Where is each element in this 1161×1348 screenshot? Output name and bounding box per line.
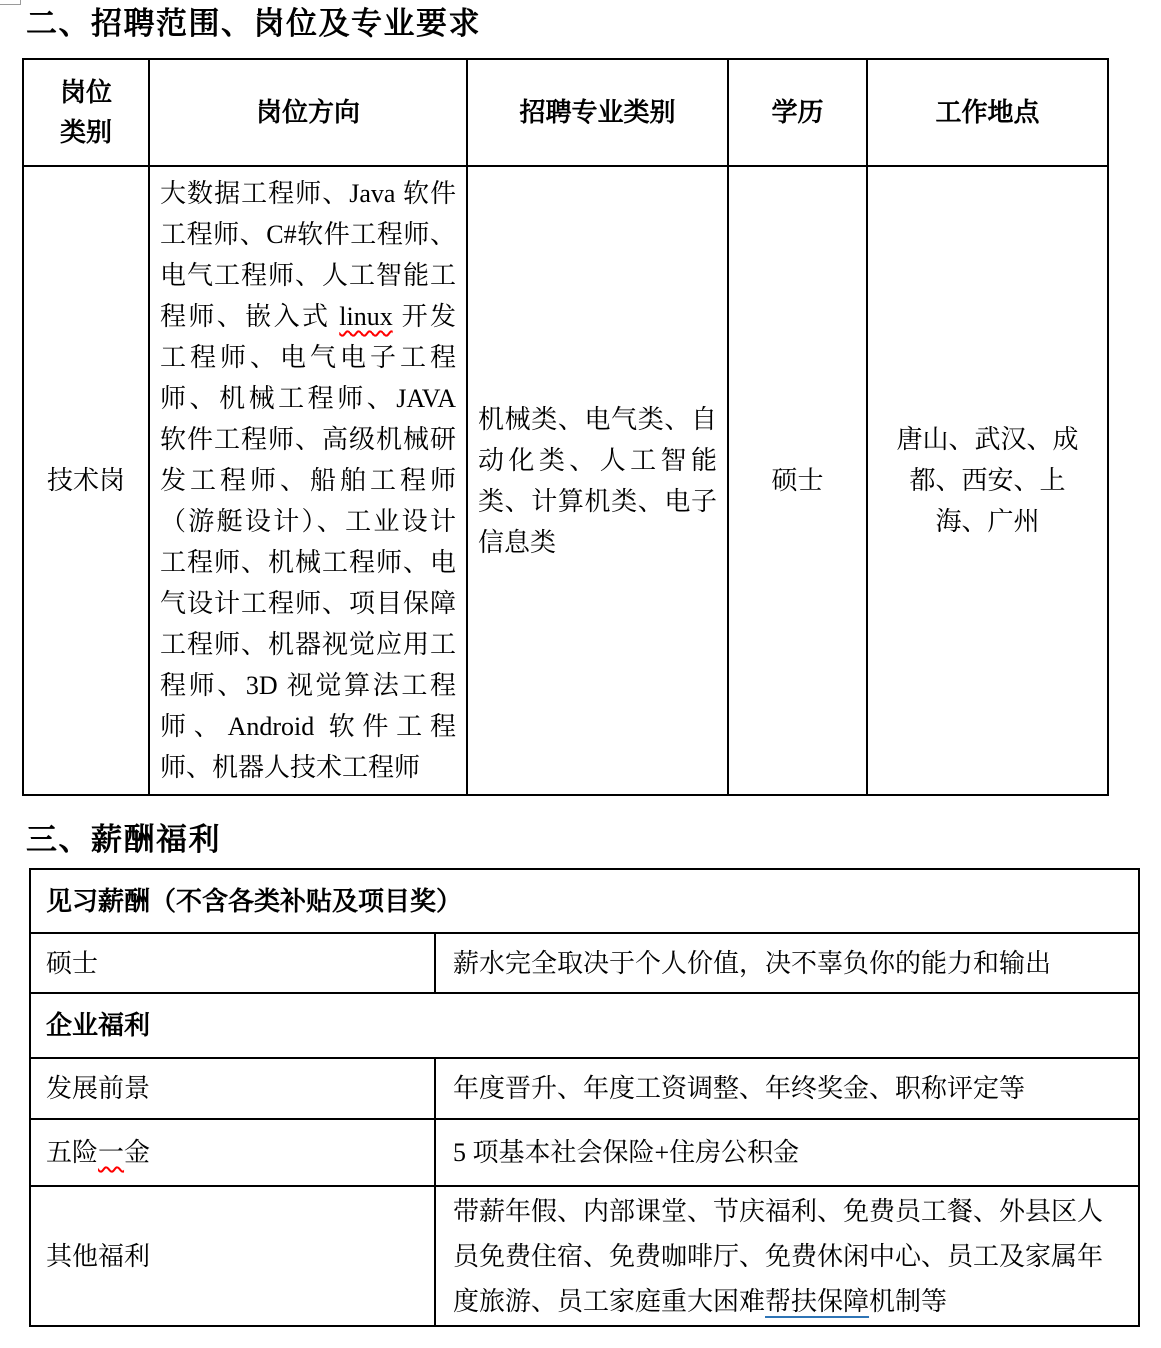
trainee-salary-header-row [30,869,1139,933]
section3-title: 三、薪酬福利 [26,822,221,857]
prospect-row [30,1058,1139,1119]
salary-row [30,933,1139,993]
post-direction-text-after: 开发工程师、电气电子工程师、机械工程师、JAVA 软件工程师、高级机械研发工程师、船舶工程师（游艇设计）、工业设计工程师、机械工程师、电气设计工程师、项目保障工程师、机器视觉应用工程师、3D 视觉算法工程师、Android 软件工程师、机器人技术工程师 [160,302,456,782]
spellcheck-underline-linux: linux [339,302,393,331]
post-direction-text-before: 大数据工程师、Java 软件工程师、C#软件工程师、电气工程师、人工智能工程师、嵌入式 [160,179,456,331]
header-post-category [23,59,149,166]
cell-insurance-value: 5 项基本社会保险+住房公积金 [435,1119,1139,1186]
benefits-header-row [30,993,1139,1058]
header-post-direction: 岗位方向 [149,59,467,166]
insurance-row [30,1119,1139,1186]
header-education: 学历 [728,59,867,166]
cell-insurance-label [30,1119,435,1186]
cell-work-location: 唐山、武汉、成都、西安、上海、广州 [867,166,1108,795]
recruitment-table [22,58,1109,796]
insurance-label-before: 五险 [46,1138,99,1167]
cell-salary-label: 硕士 [30,933,435,993]
cell-education: 硕士 [728,166,867,795]
other-value-before: 带薪年假、内部课堂、节庆福利、免费员工餐、外县区人员免费住宿、免费咖啡厅、免费休闲中心、员工及家属年度旅游、员工家庭重大困难 [453,1196,1104,1316]
spellcheck-underline-yi: 一 [98,1138,125,1167]
recruitment-table-header-row [23,59,1108,166]
cell-post-category: 技术岗 [23,166,149,795]
header-post-category-line1: 岗位 [59,77,112,107]
insurance-label-after: 金 [124,1138,151,1167]
benefits-table [29,868,1140,1327]
header-major-category: 招聘专业类别 [467,59,728,166]
other-benefits-row [30,1186,1139,1326]
recruitment-table-data-row [23,166,1108,795]
header-post-category-line2: 类别 [59,117,112,147]
cell-trainee-salary-header: 见习薪酬（不含各类补贴及项目奖） [30,869,1139,933]
cell-major-category: 机械类、电气类、自动化类、人工智能类、计算机类、电子信息类 [467,166,728,795]
cell-salary-value: 薪水完全取决于个人价值，决不辜负你的能力和输出 [435,933,1139,993]
header-work-location: 工作地点 [867,59,1108,166]
cell-prospect-value: 年度晋升、年度工资调整、年终奖金、职称评定等 [435,1058,1139,1119]
cell-post-direction [149,166,467,795]
cell-other-value [435,1186,1139,1326]
text-boundary-corner-mark [0,0,21,5]
cell-benefits-header: 企业福利 [30,993,1139,1058]
grammar-underline-bangfu: 帮扶保障 [765,1286,870,1316]
other-value-after: 机制等 [869,1286,948,1316]
section2-title: 二、招聘范围、岗位及专业要求 [26,6,481,41]
cell-prospect-label: 发展前景 [30,1058,435,1119]
cell-other-label: 其他福利 [30,1186,435,1326]
